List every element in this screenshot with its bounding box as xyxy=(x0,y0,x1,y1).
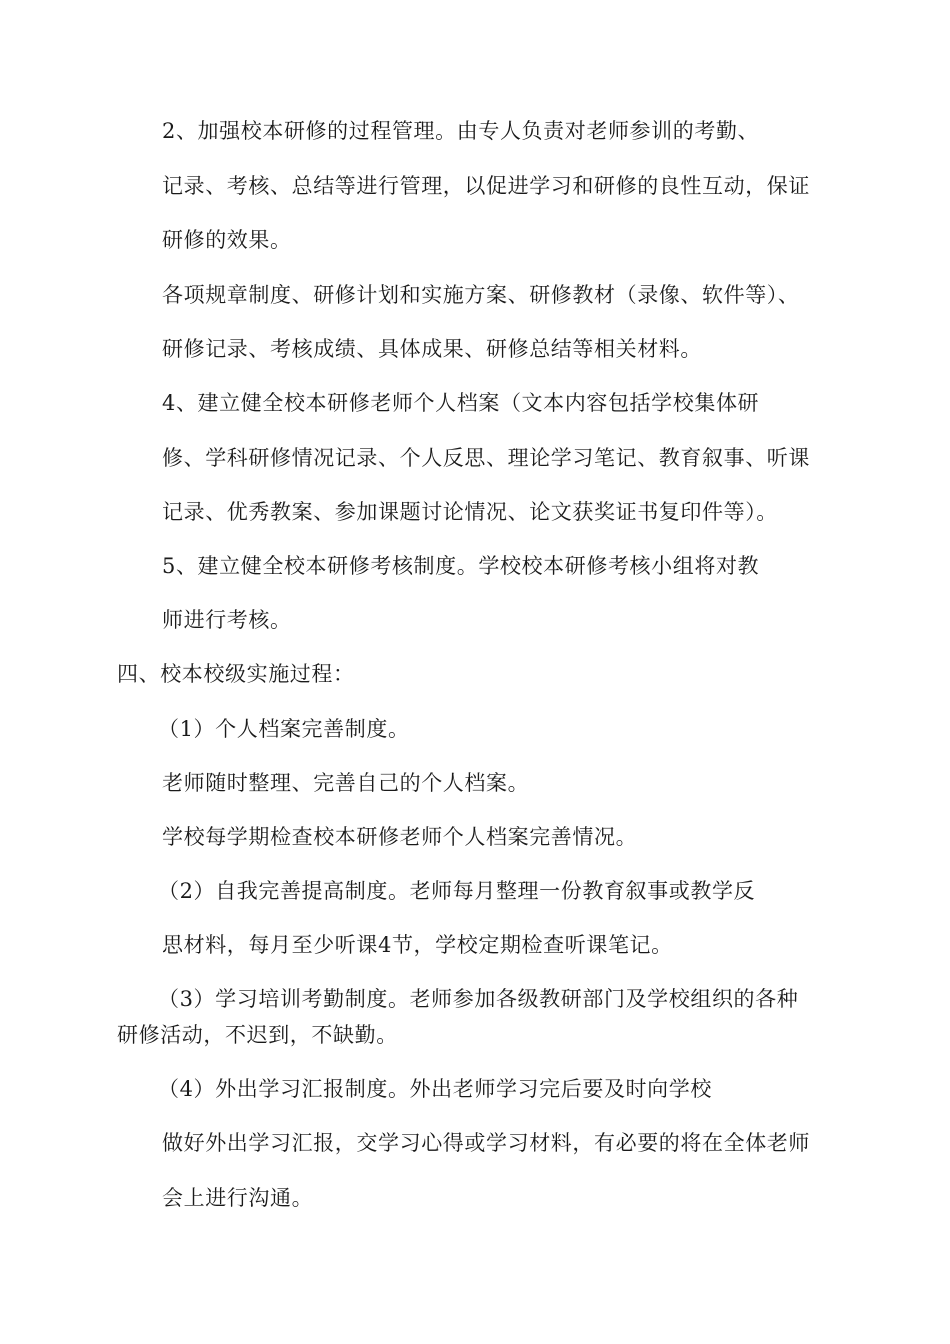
text-line: （4）外出学习汇报制度。外出老师学习完后要及时向学校 xyxy=(158,1077,712,1101)
text-line: 4、建立健全校本研修老师个人档案（文本内容包括学校集体研 xyxy=(162,391,760,415)
text-line: 记录、考核、总结等进行管理，以促进学习和研修的良性互动，保证 xyxy=(162,174,810,198)
text-line: 研修活动，不迟到，不缺勤。 xyxy=(117,1023,398,1047)
text-line: 学校每学期检查校本研修老师个人档案完善情况。 xyxy=(162,825,638,849)
text-line: 研修的效果。 xyxy=(162,228,292,252)
text-line: （1）个人档案完善制度。 xyxy=(158,717,410,741)
text-line: 5、建立健全校本研修考核制度。学校校本研修考核小组将对教 xyxy=(162,554,760,578)
text-line: 2、加强校本研修的过程管理。由专人负责对老师参训的考勤、 xyxy=(162,119,760,143)
text-line: 会上进行沟通。 xyxy=(162,1186,314,1210)
text-line: （2）自我完善提高制度。老师每月整理一份教育叙事或教学反 xyxy=(158,879,756,903)
text-line: 做好外出学习汇报，交学习心得或学习材料，有必要的将在全体老师 xyxy=(162,1131,810,1155)
text-line: （3）学习培训考勤制度。老师参加各级教研部门及学校组织的各种 xyxy=(158,987,799,1011)
text-line: 记录、优秀教案、参加课题讨论情况、论文获奖证书复印件等）。 xyxy=(162,500,778,524)
text-line: 研修记录、考核成绩、具体成果、研修总结等相关材料。 xyxy=(162,337,702,361)
text-line: 老师随时整理、完善自己的个人档案。 xyxy=(162,771,530,795)
text-line: 各项规章制度、研修计划和实施方案、研修教材（录像、软件等）、 xyxy=(162,283,800,307)
text-line: 师进行考核。 xyxy=(162,608,292,632)
text-line: 修、学科研修情况记录、个人反思、理论学习笔记、教育叙事、听课 xyxy=(162,446,810,470)
section-heading: 四、校本校级实施过程： xyxy=(117,662,355,686)
text-line: 思材料，每月至少听课4节，学校定期检查听课笔记。 xyxy=(162,933,673,957)
